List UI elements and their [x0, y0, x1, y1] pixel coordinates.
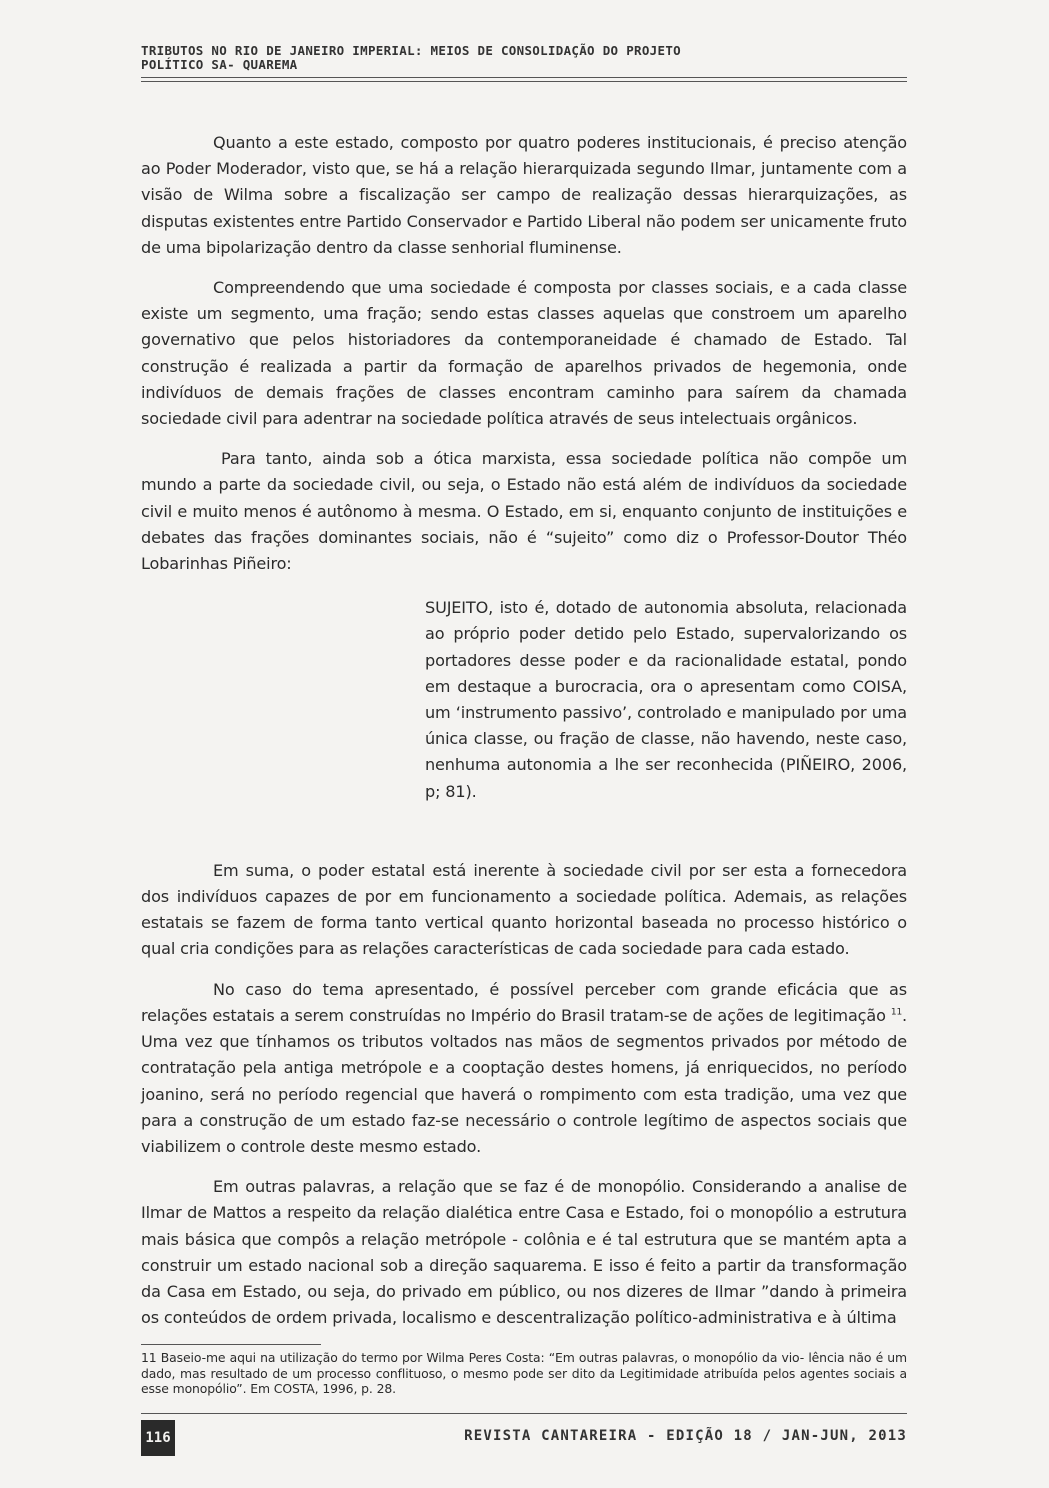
paragraph-2: Compreendendo que uma sociedade é composta por classes sociais, e a cada classe existe um segmento, uma fração; sendo estas classes aquelas que constroem um aparelho governativo que pelos historiadores da contemporaneidade é chamado de Estado. Tal construção é realizada a partir da formação de aparelhos privados de hegemonia, onde indivíduos de demais frações de classes encontram caminho para saírem da chamada sociedade civil para adentrar na sociedade política através de seus intelectuais orgânicos. [141, 278, 907, 429]
footnote-divider [141, 1344, 321, 1345]
journal-footer: REVISTA CANTAREIRA - EDIÇÃO 18 / JAN-JUN, 2013 [464, 1428, 907, 1444]
paragraph-5-end: . Uma vez que tínhamos os tributos voltados nas mãos de segmentos privados por método de contratação pela antiga metrópole e a cooptação destes homens, já enriquecidos, no período joanino, será no período regencial que haverá o rompimento com esta tradição, uma vez que para a construção de um estado faz-se necessário o controle legítimo de aspectos sociais que viabilizem o controle deste mesmo estado. [141, 1005, 907, 1156]
article-body [141, 130, 907, 1345]
paragraph-5-start: No caso do tema apresentado, é possível perceber com grande eficácia que as relações estatais a serem construídas no Império do Brasil tratam-se de ações de legitimação [141, 979, 907, 1025]
header-divider [141, 77, 907, 82]
block-quote: SUJEITO, isto é, dotado de autonomia absoluta, relacionada ao próprio poder detido pelo Estado, supervalorizando os portadores desse poder e da racionalidade estatal, pondo em destaque a burocracia, ora o apresentam como COISA, um ‘instrumento passivo’, controlado e manipulado por uma única classe, ou fração de classe, não havendo, neste caso, nenhuma autonomia a lhe ser reconhecida (PIÑEIRO, 2006, p; 81). [425, 598, 907, 801]
paragraph-1: Quanto a este estado, composto por quatro poderes institucionais, é preciso atenção ao Poder Moderador, visto que, se há a relação hierarquizada segundo Ilmar, juntamente com a visão de Wilma sobre a fiscalização ser campo de realização dessas hierarquizações, as disputas existentes entre Partido Conservador e Partido Liberal não podem ser unicamente fruto de uma bipolarização dentro da classe senhorial fluminense. [141, 133, 907, 257]
running-header [141, 44, 907, 82]
footnote-reference[interactable]: 11 [890, 1007, 903, 1018]
footnote-11: 11 Baseio-me aqui na utilização do termo por Wilma Peres Costa: “Em outras palavras, o monopólio da vio- lência não é um dado, mas resultado de um processo conflituoso, o mesmo pode ser dito da Legitimidade atribuída pelos agentes sociais a esse monopólio”. Em COSTA, 1996, p. 28. [141, 1350, 907, 1396]
footer-divider [141, 1413, 907, 1414]
paragraph-4: Em suma, o poder estatal está inerente à sociedade civil por ser esta a fornecedora dos indivíduos capazes de por em funcionamento a sociedade política. Ademais, as relações estatais se fazem de forma tanto vertical quanto horizontal baseada no processo histórico o qual cria condições para as relações características de cada sociedade para cada estado. [141, 860, 907, 959]
paragraph-5 [141, 977, 907, 1160]
spacer [141, 805, 907, 858]
paragraph-6: Em outras palavras, a relação que se faz é de monopólio. Considerando a analise de Ilmar de Mattos a respeito da relação dialética entre Casa e Estado, foi o monopólio a estrutura mais básica que compôs a relação metrópole - colônia e é tal estrutura que se mantém apta a construir um estado nacional sob a direção saquarema. E isso é feito a partir da transformação da Casa em Estado, ou seja, do privado em público, ou nos dizeres de Ilmar ”dando à primeira os conteúdos de ordem privada, localismo e descentralização político-administrativa e à última [141, 1177, 907, 1328]
header-title: TRIBUTOS NO RIO DE JANEIRO IMPERIAL: MEIOS DE CONSOLIDAÇÃO DO PROJETO POLÍTICO SA- QUAREMA [141, 43, 681, 72]
page-number: 116 [141, 1420, 175, 1456]
paragraph-3: Para tanto, ainda sob a ótica marxista, essa sociedade política não compõe um mundo a parte da sociedade civil, ou seja, o Estado não está além de indivíduos da sociedade civil e muito menos é autônomo à mesma. O Estado, em si, enquanto conjunto de instituições e debates das frações dominantes sociais, não é “sujeito” como diz o Professor-Doutor Théo Lobarinhas Piñeiro: [141, 449, 907, 574]
